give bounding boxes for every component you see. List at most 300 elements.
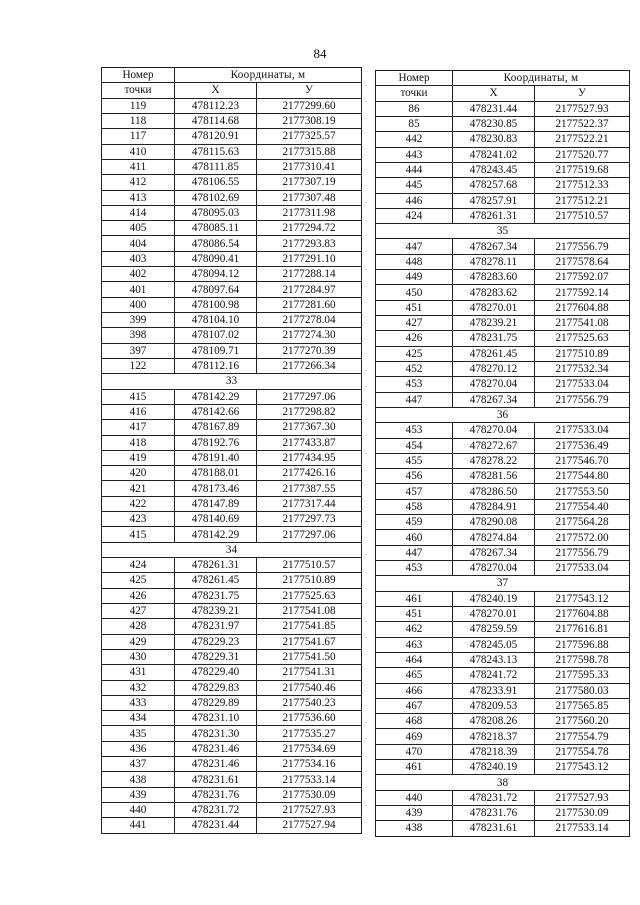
x-coordinate-cell: 478233.91 bbox=[453, 683, 535, 698]
x-coordinate-cell: 478241.02 bbox=[453, 147, 535, 162]
point-number-cell: 456 bbox=[376, 469, 453, 484]
x-coordinate-cell: 478230.83 bbox=[453, 132, 535, 147]
section-row bbox=[376, 576, 630, 591]
y-coordinate-cell: 2177274.30 bbox=[257, 328, 362, 343]
point-number-cell: 460 bbox=[376, 530, 453, 545]
table-row bbox=[102, 343, 362, 358]
point-number-cell: 447 bbox=[376, 545, 453, 560]
table-row bbox=[376, 561, 630, 576]
point-number-cell: 431 bbox=[102, 665, 175, 680]
point-number-cell: 405 bbox=[102, 221, 175, 236]
y-coordinate-cell: 2177543.12 bbox=[535, 591, 630, 606]
y-coordinate-cell: 2177533.04 bbox=[535, 423, 630, 438]
x-coordinate-cell: 478267.34 bbox=[453, 392, 535, 407]
x-coordinate-cell: 478261.31 bbox=[175, 558, 257, 573]
y-coordinate-cell: 2177522.21 bbox=[535, 132, 630, 147]
header-row bbox=[102, 68, 362, 83]
y-coordinate-cell: 2177592.14 bbox=[535, 285, 630, 300]
point-number-cell: 448 bbox=[376, 254, 453, 269]
point-number-cell: 438 bbox=[102, 772, 175, 787]
x-coordinate-cell: 478239.21 bbox=[453, 316, 535, 331]
y-coordinate-cell: 2177534.16 bbox=[257, 757, 362, 772]
point-number-cell: 462 bbox=[376, 622, 453, 637]
point-number-cell: 414 bbox=[102, 205, 175, 220]
point-number-cell: 421 bbox=[102, 481, 175, 496]
table-row bbox=[376, 270, 630, 285]
table-row bbox=[376, 116, 630, 131]
y-coordinate-cell: 2177616.81 bbox=[535, 622, 630, 637]
table-row bbox=[102, 818, 362, 833]
x-coordinate-cell: 478270.04 bbox=[453, 561, 535, 576]
y-coordinate-cell: 2177556.79 bbox=[535, 392, 630, 407]
y-coordinate-cell: 2177510.89 bbox=[257, 573, 362, 588]
y-coordinate-cell: 2177580.03 bbox=[535, 683, 630, 698]
table-row bbox=[102, 251, 362, 266]
table-row bbox=[102, 236, 362, 251]
y-coordinate-cell: 2177541.50 bbox=[257, 649, 362, 664]
table-row bbox=[376, 484, 630, 499]
x-coordinate-cell: 478257.91 bbox=[453, 193, 535, 208]
point-number-cell: 453 bbox=[376, 561, 453, 576]
page-number: 84 bbox=[313, 46, 327, 61]
y-coordinate-cell: 2177325.57 bbox=[257, 129, 362, 144]
y-coordinate-cell: 2177554.79 bbox=[535, 729, 630, 744]
point-number-cell: 404 bbox=[102, 236, 175, 251]
point-number-cell: 463 bbox=[376, 637, 453, 652]
x-coordinate-cell: 478231.44 bbox=[453, 101, 535, 116]
x-coordinate-cell: 478231.46 bbox=[175, 741, 257, 756]
table-row bbox=[102, 695, 362, 710]
point-number-cell: 85 bbox=[376, 116, 453, 131]
point-number-cell: 453 bbox=[376, 423, 453, 438]
x-coordinate-cell: 478229.31 bbox=[175, 649, 257, 664]
y-coordinate-cell: 2177297.06 bbox=[257, 527, 362, 542]
y-coordinate-cell: 2177540.23 bbox=[257, 695, 362, 710]
x-coordinate-cell: 478231.30 bbox=[175, 726, 257, 741]
point-number-cell: 411 bbox=[102, 159, 175, 174]
y-coordinate-cell: 2177510.57 bbox=[257, 558, 362, 573]
x-coordinate-cell: 478243.13 bbox=[453, 652, 535, 667]
x-coordinate-cell: 478284.91 bbox=[453, 499, 535, 514]
y-coordinate-cell: 2177536.60 bbox=[257, 711, 362, 726]
table-row bbox=[376, 821, 630, 836]
y-coordinate-cell: 2177541.67 bbox=[257, 634, 362, 649]
table-row bbox=[102, 221, 362, 236]
point-number-cell: 425 bbox=[376, 346, 453, 361]
table-row bbox=[376, 162, 630, 177]
x-coordinate-cell: 478086.54 bbox=[175, 236, 257, 251]
table-row bbox=[102, 450, 362, 465]
table-row bbox=[102, 527, 362, 542]
point-number-header-top: Номер bbox=[102, 68, 175, 83]
x-coordinate-cell: 478107.02 bbox=[175, 328, 257, 343]
point-number-cell: 402 bbox=[102, 267, 175, 282]
y-coordinate-cell: 2177564.28 bbox=[535, 515, 630, 530]
x-coordinate-cell: 478173.46 bbox=[175, 481, 257, 496]
y-header: У bbox=[257, 83, 362, 98]
point-number-cell: 430 bbox=[102, 649, 175, 664]
point-number-cell: 453 bbox=[376, 377, 453, 392]
x-coordinate-cell: 478281.56 bbox=[453, 469, 535, 484]
table-row bbox=[102, 313, 362, 328]
point-number-cell: 459 bbox=[376, 515, 453, 530]
x-coordinate-cell: 478290.08 bbox=[453, 515, 535, 530]
x-coordinate-cell: 478278.11 bbox=[453, 254, 535, 269]
table-row bbox=[376, 714, 630, 729]
y-coordinate-cell: 2177527.93 bbox=[535, 101, 630, 116]
point-number-cell: 428 bbox=[102, 619, 175, 634]
point-number-cell: 451 bbox=[376, 606, 453, 621]
x-coordinate-cell: 478231.75 bbox=[175, 588, 257, 603]
point-number-cell: 397 bbox=[102, 343, 175, 358]
point-number-cell: 461 bbox=[376, 760, 453, 775]
x-coordinate-cell: 478231.76 bbox=[175, 787, 257, 802]
x-coordinate-cell: 478239.21 bbox=[175, 603, 257, 618]
y-coordinate-cell: 2177297.06 bbox=[257, 389, 362, 404]
point-number-cell: 433 bbox=[102, 695, 175, 710]
point-number-cell: 118 bbox=[102, 113, 175, 128]
y-coordinate-cell: 2177367.30 bbox=[257, 420, 362, 435]
y-coordinate-cell: 2177510.57 bbox=[535, 208, 630, 223]
y-coordinate-cell: 2177434.95 bbox=[257, 450, 362, 465]
point-number-cell: 455 bbox=[376, 453, 453, 468]
table-row bbox=[102, 282, 362, 297]
x-coordinate-cell: 478267.34 bbox=[453, 239, 535, 254]
table-row bbox=[102, 726, 362, 741]
point-number-cell: 447 bbox=[376, 239, 453, 254]
section-row bbox=[376, 775, 630, 790]
point-number-cell: 427 bbox=[102, 603, 175, 618]
y-coordinate-cell: 2177535.27 bbox=[257, 726, 362, 741]
x-coordinate-cell: 478120.91 bbox=[175, 129, 257, 144]
y-coordinate-cell: 2177522.37 bbox=[535, 116, 630, 131]
point-number-cell: 440 bbox=[102, 803, 175, 818]
x-coordinate-cell: 478267.34 bbox=[453, 545, 535, 560]
table-row bbox=[102, 358, 362, 373]
table-row bbox=[102, 680, 362, 695]
y-coordinate-cell: 2177541.85 bbox=[257, 619, 362, 634]
y-coordinate-cell: 2177532.34 bbox=[535, 361, 630, 376]
x-coordinate-cell: 478257.68 bbox=[453, 178, 535, 193]
table-row bbox=[102, 159, 362, 174]
x-coordinate-cell: 478192.76 bbox=[175, 435, 257, 450]
table-row bbox=[102, 98, 362, 113]
y-coordinate-cell: 2177284.97 bbox=[257, 282, 362, 297]
x-coordinate-cell: 478109.71 bbox=[175, 343, 257, 358]
table-row bbox=[376, 101, 630, 116]
coordinates-header: Координаты, м bbox=[175, 68, 362, 83]
y-coordinate-cell: 2177544.80 bbox=[535, 469, 630, 484]
y-coordinate-cell: 2177278.04 bbox=[257, 313, 362, 328]
point-number-cell: 446 bbox=[376, 193, 453, 208]
point-number-header-bottom: точки bbox=[102, 83, 175, 98]
table-row bbox=[376, 438, 630, 453]
table-row bbox=[102, 297, 362, 312]
x-coordinate-cell: 478231.10 bbox=[175, 711, 257, 726]
section-number: 33 bbox=[102, 374, 362, 389]
table-row bbox=[376, 530, 630, 545]
table-row bbox=[376, 147, 630, 162]
x-coordinate-cell: 478270.04 bbox=[453, 377, 535, 392]
y-coordinate-cell: 2177543.12 bbox=[535, 760, 630, 775]
point-number-cell: 122 bbox=[102, 358, 175, 373]
y-coordinate-cell: 2177530.09 bbox=[257, 787, 362, 802]
table-row bbox=[376, 729, 630, 744]
table-row bbox=[376, 744, 630, 759]
point-number-cell: 440 bbox=[376, 790, 453, 805]
y-coordinate-cell: 2177311.98 bbox=[257, 205, 362, 220]
x-coordinate-cell: 478231.97 bbox=[175, 619, 257, 634]
table-row bbox=[376, 193, 630, 208]
x-coordinate-cell: 478114.68 bbox=[175, 113, 257, 128]
point-number-cell: 441 bbox=[102, 818, 175, 833]
y-coordinate-cell: 2177298.82 bbox=[257, 404, 362, 419]
section-row bbox=[376, 407, 630, 422]
table-row bbox=[376, 760, 630, 775]
point-number-cell: 467 bbox=[376, 698, 453, 713]
point-number-cell: 437 bbox=[102, 757, 175, 772]
y-coordinate-cell: 2177299.60 bbox=[257, 98, 362, 113]
x-coordinate-cell: 478218.39 bbox=[453, 744, 535, 759]
table-row bbox=[376, 683, 630, 698]
x-coordinate-cell: 478270.04 bbox=[453, 423, 535, 438]
point-number-cell: 438 bbox=[376, 821, 453, 836]
table-row bbox=[102, 665, 362, 680]
table-row bbox=[376, 132, 630, 147]
y-coordinate-cell: 2177536.49 bbox=[535, 438, 630, 453]
table-row bbox=[376, 208, 630, 223]
point-number-cell: 435 bbox=[102, 726, 175, 741]
table-row bbox=[376, 469, 630, 484]
point-number-cell: 412 bbox=[102, 175, 175, 190]
y-coordinate-cell: 2177288.14 bbox=[257, 267, 362, 282]
y-coordinate-cell: 2177565.85 bbox=[535, 698, 630, 713]
table-row bbox=[102, 435, 362, 450]
table-row bbox=[376, 515, 630, 530]
y-coordinate-cell: 2177307.19 bbox=[257, 175, 362, 190]
x-coordinate-cell: 478104.10 bbox=[175, 313, 257, 328]
table-row bbox=[376, 300, 630, 315]
x-header: X bbox=[453, 86, 535, 101]
point-number-cell: 470 bbox=[376, 744, 453, 759]
x-coordinate-cell: 478209.53 bbox=[453, 698, 535, 713]
y-coordinate-cell: 2177592.07 bbox=[535, 270, 630, 285]
x-coordinate-cell: 478095.03 bbox=[175, 205, 257, 220]
x-coordinate-cell: 478229.89 bbox=[175, 695, 257, 710]
x-coordinate-cell: 478274.84 bbox=[453, 530, 535, 545]
y-coordinate-cell: 2177556.79 bbox=[535, 239, 630, 254]
point-number-cell: 439 bbox=[102, 787, 175, 802]
x-coordinate-cell: 478278.22 bbox=[453, 453, 535, 468]
table-row bbox=[102, 267, 362, 282]
x-coordinate-cell: 478283.60 bbox=[453, 270, 535, 285]
y-coordinate-cell: 2177525.63 bbox=[535, 331, 630, 346]
y-coordinate-cell: 2177541.31 bbox=[257, 665, 362, 680]
table-row bbox=[102, 113, 362, 128]
x-coordinate-cell: 478229.23 bbox=[175, 634, 257, 649]
header-row bbox=[376, 71, 630, 86]
table-row bbox=[376, 392, 630, 407]
table-row bbox=[376, 499, 630, 514]
table-row bbox=[102, 757, 362, 772]
table-row bbox=[376, 178, 630, 193]
y-coordinate-cell: 2177266.34 bbox=[257, 358, 362, 373]
point-number-cell: 442 bbox=[376, 132, 453, 147]
x-coordinate-cell: 478142.29 bbox=[175, 527, 257, 542]
point-number-cell: 423 bbox=[102, 512, 175, 527]
point-number-cell: 469 bbox=[376, 729, 453, 744]
x-coordinate-cell: 478111.85 bbox=[175, 159, 257, 174]
x-coordinate-cell: 478270.12 bbox=[453, 361, 535, 376]
x-coordinate-cell: 478270.01 bbox=[453, 300, 535, 315]
y-coordinate-cell: 2177512.33 bbox=[535, 178, 630, 193]
y-coordinate-cell: 2177310.41 bbox=[257, 159, 362, 174]
table-row bbox=[102, 573, 362, 588]
point-number-cell: 86 bbox=[376, 101, 453, 116]
table-row bbox=[102, 496, 362, 511]
y-coordinate-cell: 2177533.04 bbox=[535, 377, 630, 392]
table-row bbox=[376, 668, 630, 683]
table-row bbox=[102, 328, 362, 343]
table-row bbox=[102, 420, 362, 435]
y-coordinate-cell: 2177510.89 bbox=[535, 346, 630, 361]
y-coordinate-cell: 2177520.77 bbox=[535, 147, 630, 162]
y-coordinate-cell: 2177294.72 bbox=[257, 221, 362, 236]
x-coordinate-cell: 478231.61 bbox=[175, 772, 257, 787]
x-coordinate-cell: 478230.85 bbox=[453, 116, 535, 131]
table-row bbox=[102, 558, 362, 573]
x-coordinate-cell: 478147.89 bbox=[175, 496, 257, 511]
point-number-cell: 426 bbox=[102, 588, 175, 603]
y-coordinate-cell: 2177541.08 bbox=[257, 603, 362, 618]
section-row bbox=[376, 224, 630, 239]
x-coordinate-cell: 478167.89 bbox=[175, 420, 257, 435]
y-coordinate-cell: 2177595.33 bbox=[535, 668, 630, 683]
x-coordinate-cell: 478231.72 bbox=[175, 803, 257, 818]
y-coordinate-cell: 2177519.68 bbox=[535, 162, 630, 177]
x-coordinate-cell: 478241.72 bbox=[453, 668, 535, 683]
point-number-cell: 454 bbox=[376, 438, 453, 453]
section-number: 34 bbox=[102, 542, 362, 557]
x-coordinate-cell: 478140.69 bbox=[175, 512, 257, 527]
x-coordinate-cell: 478261.31 bbox=[453, 208, 535, 223]
point-number-cell: 444 bbox=[376, 162, 453, 177]
x-coordinate-cell: 478229.83 bbox=[175, 680, 257, 695]
table-row bbox=[102, 404, 362, 419]
y-coordinate-cell: 2177533.04 bbox=[535, 561, 630, 576]
table-row bbox=[376, 545, 630, 560]
table-row bbox=[376, 346, 630, 361]
x-coordinate-cell: 478243.45 bbox=[453, 162, 535, 177]
table-row bbox=[376, 806, 630, 821]
y-coordinate-cell: 2177596.88 bbox=[535, 637, 630, 652]
y-coordinate-cell: 2177534.69 bbox=[257, 741, 362, 756]
section-number: 38 bbox=[376, 775, 630, 790]
point-number-cell: 426 bbox=[376, 331, 453, 346]
x-coordinate-cell: 478188.01 bbox=[175, 466, 257, 481]
point-number-cell: 450 bbox=[376, 285, 453, 300]
point-number-cell: 464 bbox=[376, 652, 453, 667]
table-row bbox=[376, 331, 630, 346]
point-number-cell: 461 bbox=[376, 591, 453, 606]
x-coordinate-cell: 478245.05 bbox=[453, 637, 535, 652]
coordinates-header: Координаты, м bbox=[453, 71, 630, 86]
y-coordinate-cell: 2177525.63 bbox=[257, 588, 362, 603]
y-coordinate-cell: 2177540.46 bbox=[257, 680, 362, 695]
table-row bbox=[102, 144, 362, 159]
table-row bbox=[376, 254, 630, 269]
y-coordinate-cell: 2177554.40 bbox=[535, 499, 630, 514]
point-number-cell: 401 bbox=[102, 282, 175, 297]
y-coordinate-cell: 2177578.64 bbox=[535, 254, 630, 269]
table-row bbox=[102, 512, 362, 527]
x-coordinate-cell: 478283.62 bbox=[453, 285, 535, 300]
y-coordinate-cell: 2177572.00 bbox=[535, 530, 630, 545]
point-number-cell: 451 bbox=[376, 300, 453, 315]
point-number-cell: 398 bbox=[102, 328, 175, 343]
point-number-cell: 419 bbox=[102, 450, 175, 465]
x-coordinate-cell: 478231.76 bbox=[453, 806, 535, 821]
x-coordinate-cell: 478090.41 bbox=[175, 251, 257, 266]
y-coordinate-cell: 2177541.08 bbox=[535, 316, 630, 331]
point-number-cell: 439 bbox=[376, 806, 453, 821]
table-row bbox=[102, 787, 362, 802]
table-row bbox=[102, 649, 362, 664]
point-number-cell: 400 bbox=[102, 297, 175, 312]
y-coordinate-cell: 2177308.19 bbox=[257, 113, 362, 128]
x-coordinate-cell: 478208.26 bbox=[453, 714, 535, 729]
y-coordinate-cell: 2177270.39 bbox=[257, 343, 362, 358]
point-number-cell: 443 bbox=[376, 147, 453, 162]
table-row bbox=[376, 239, 630, 254]
point-number-cell: 468 bbox=[376, 714, 453, 729]
y-coordinate-cell: 2177554.78 bbox=[535, 744, 630, 759]
table-row bbox=[102, 389, 362, 404]
x-coordinate-cell: 478102.69 bbox=[175, 190, 257, 205]
point-number-cell: 434 bbox=[102, 711, 175, 726]
point-number-cell: 119 bbox=[102, 98, 175, 113]
table-row bbox=[102, 466, 362, 481]
y-coordinate-cell: 2177293.83 bbox=[257, 236, 362, 251]
x-coordinate-cell: 478272.67 bbox=[453, 438, 535, 453]
table-row bbox=[102, 588, 362, 603]
table-row bbox=[376, 591, 630, 606]
section-number: 36 bbox=[376, 407, 630, 422]
y-coordinate-cell: 2177560.20 bbox=[535, 714, 630, 729]
y-coordinate-cell: 2177556.79 bbox=[535, 545, 630, 560]
table-row bbox=[102, 481, 362, 496]
y-coordinate-cell: 2177527.93 bbox=[257, 803, 362, 818]
x-coordinate-cell: 478094.12 bbox=[175, 267, 257, 282]
point-number-cell: 465 bbox=[376, 668, 453, 683]
table-row bbox=[376, 316, 630, 331]
x-coordinate-cell: 478115.63 bbox=[175, 144, 257, 159]
y-coordinate-cell: 2177527.93 bbox=[535, 790, 630, 805]
x-coordinate-cell: 478142.66 bbox=[175, 404, 257, 419]
point-number-cell: 416 bbox=[102, 404, 175, 419]
point-number-cell: 410 bbox=[102, 144, 175, 159]
y-coordinate-cell: 2177533.14 bbox=[535, 821, 630, 836]
point-number-cell: 466 bbox=[376, 683, 453, 698]
table-row bbox=[102, 619, 362, 634]
x-coordinate-cell: 478259.59 bbox=[453, 622, 535, 637]
y-coordinate-cell: 2177433.87 bbox=[257, 435, 362, 450]
x-coordinate-cell: 478085.11 bbox=[175, 221, 257, 236]
table-row bbox=[102, 205, 362, 220]
point-number-cell: 422 bbox=[102, 496, 175, 511]
table-row bbox=[376, 606, 630, 621]
point-number-cell: 436 bbox=[102, 741, 175, 756]
